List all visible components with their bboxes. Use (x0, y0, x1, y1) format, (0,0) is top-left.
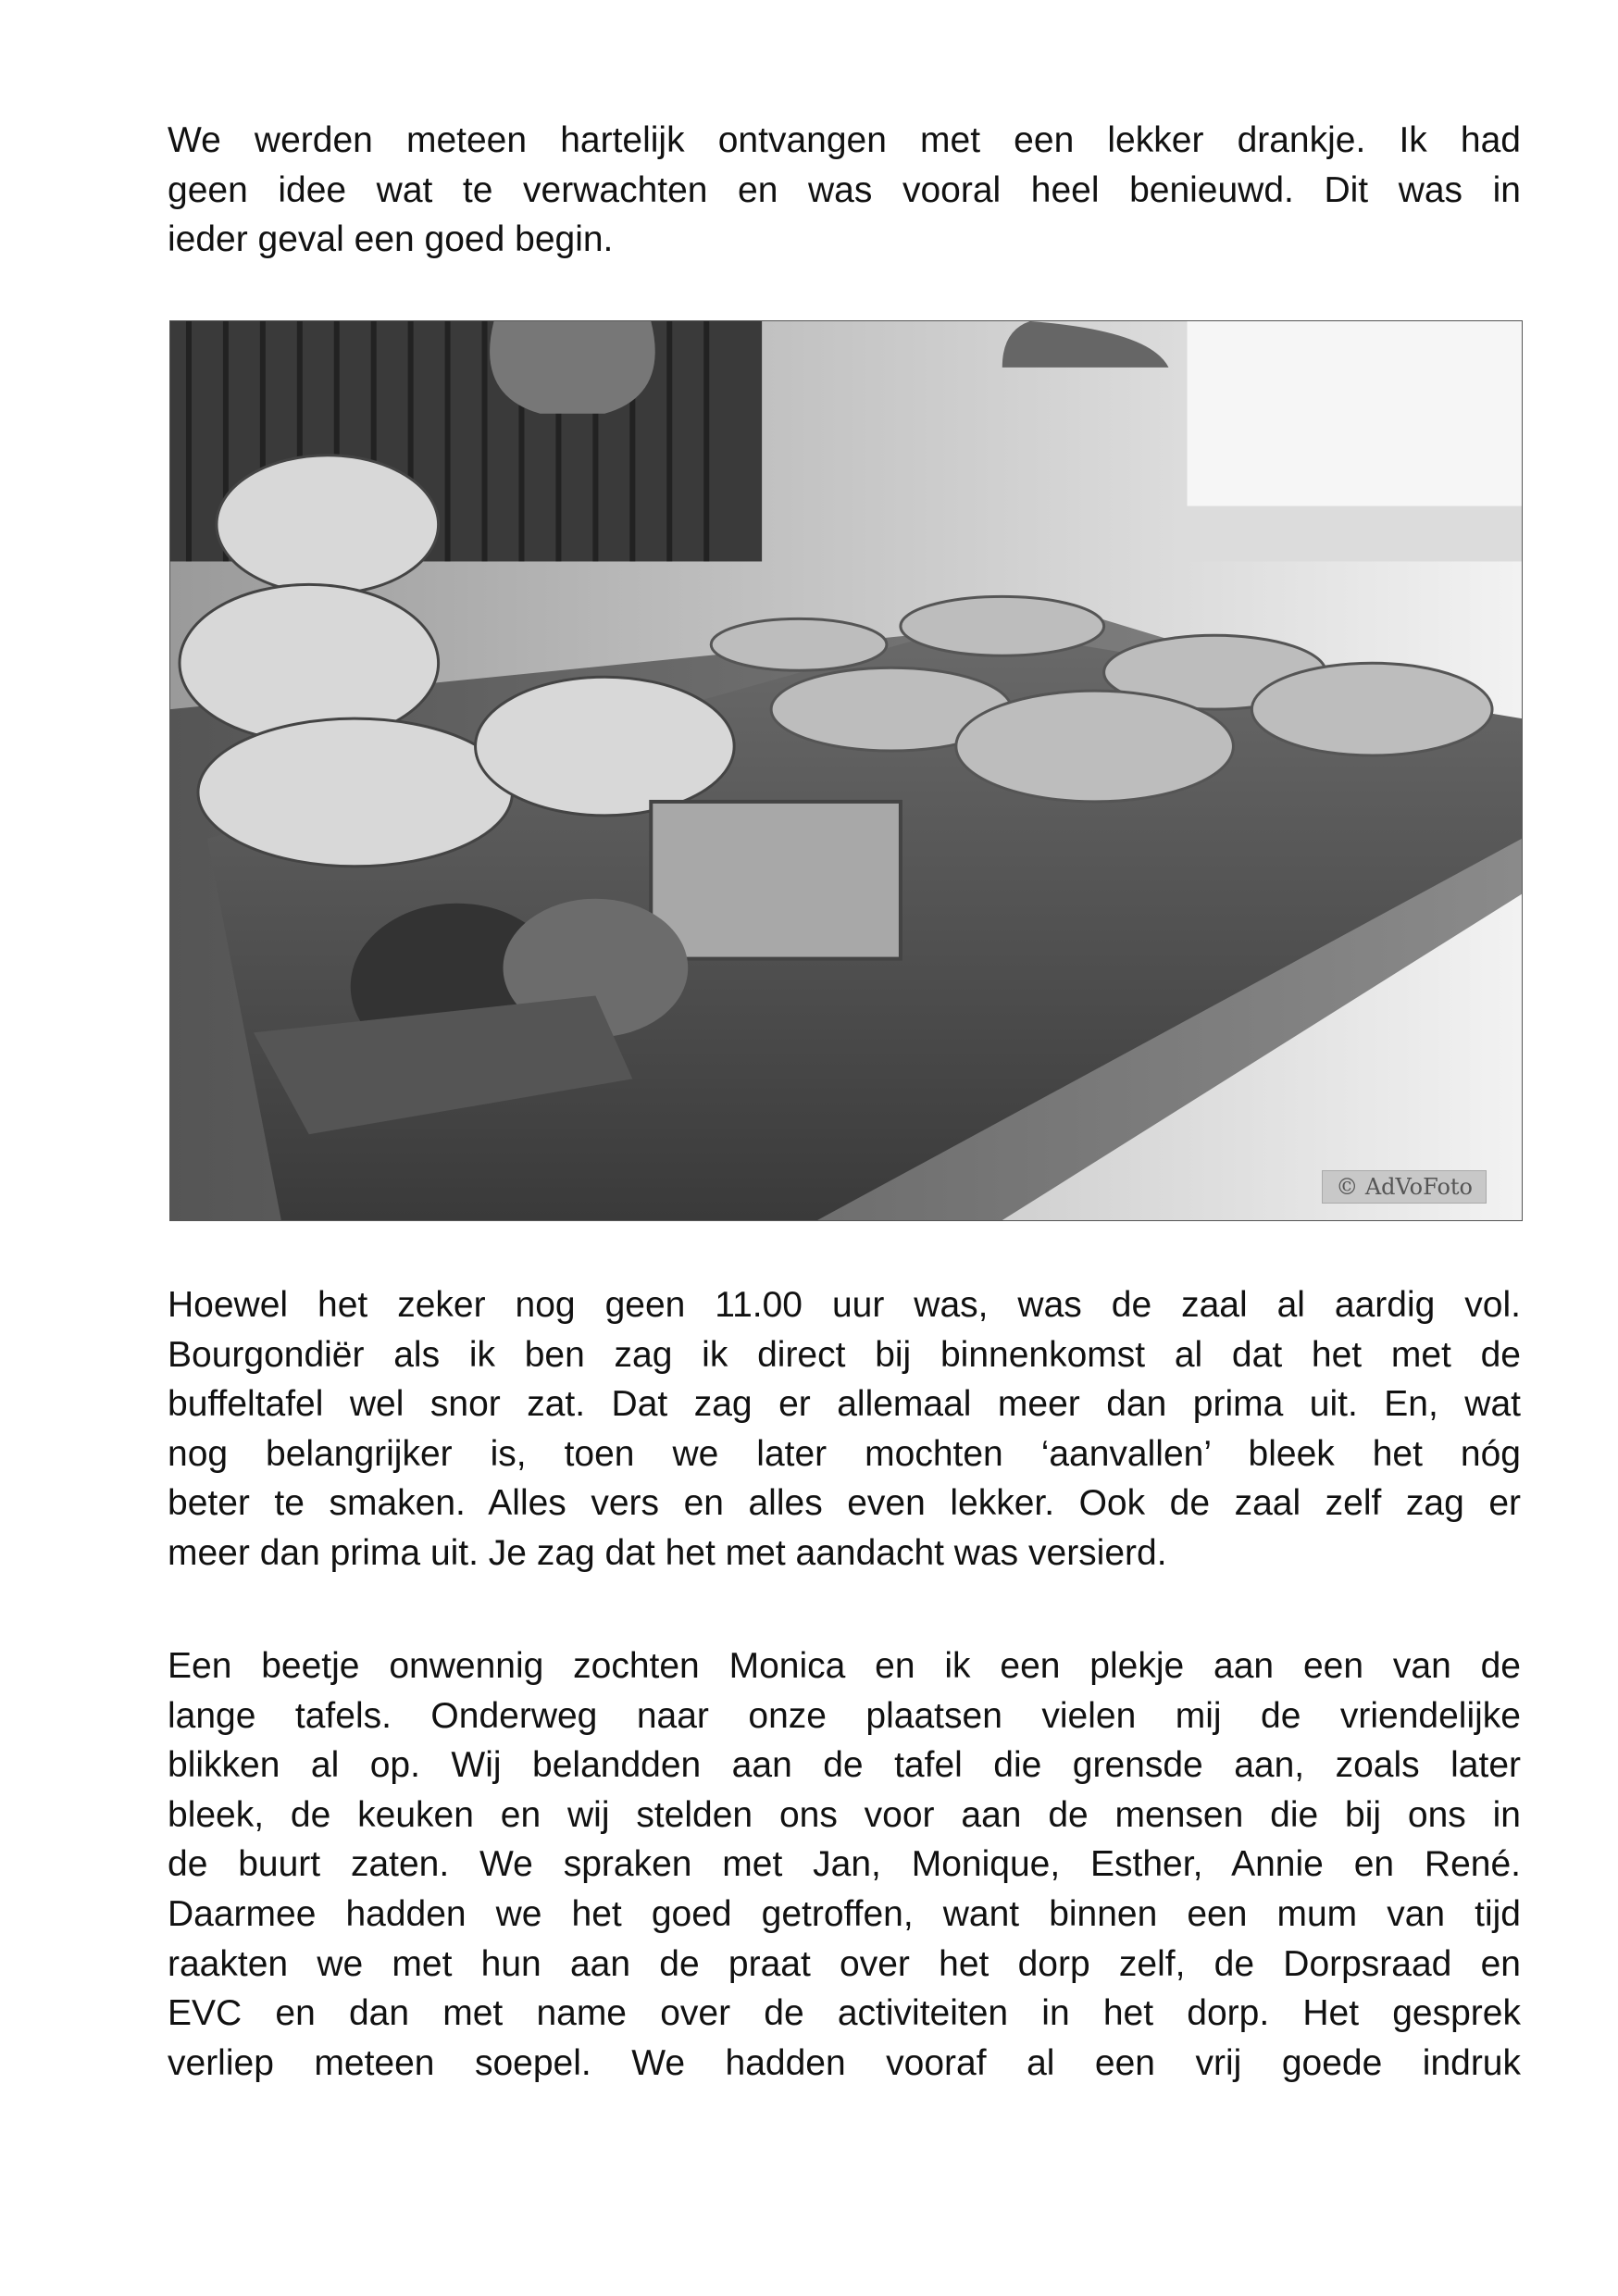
text-line: EVC en dan met name over de activiteiten in het dorp. Het gesprek (168, 1993, 1521, 2034)
text-line: ieder geval een goed begin. (168, 219, 614, 260)
text-line: nog belangrijker is, toen we later mochten ‘aanvallen’ bleek het nóg (168, 1433, 1521, 1474)
text-line: raakten we met hun aan de praat over het dorp zelf, de Dorpsraad en (168, 1943, 1521, 1984)
text-line: Hoewel het zeker nog geen 11.00 uur was, was de zaal al aardig vol. (168, 1285, 1521, 1325)
text-line: Bourgondiër als ik ben zag ik direct bij binnenkomst al dat het met de (168, 1334, 1521, 1375)
text-line: geen idee wat te verwachten en was vooral heel benieuwd. Dit was in (168, 169, 1521, 210)
text-line: lange tafels. Onderweg naar onze plaatsen vielen mij de vriendelijke (168, 1695, 1521, 1736)
text-line: de buurt zaten. We spraken met Jan, Monique, Esther, Annie en René. (168, 1844, 1521, 1885)
text-line: Daarmee hadden we het goed getroffen, want binnen een mum van tijd (168, 1893, 1521, 1934)
buffet-photo (169, 320, 1523, 1221)
text-line: blikken al op. Wij belandden aan de tafel die grensde aan, zoals later (168, 1745, 1521, 1786)
text-line: beter te smaken. Alles vers en alles even lekker. Ook de zaal zelf zag er (168, 1483, 1521, 1524)
text-line: buffeltafel wel snor zat. Dat zag er allemaal meer dan prima uit. En, wat (168, 1384, 1521, 1425)
paragraph-2 (168, 1280, 1521, 1578)
text-line: bleek, de keuken en wij stelden ons voor aan de mensen die bij ons in (168, 1794, 1521, 1835)
paragraph-1 (168, 116, 1521, 265)
buffet-photo-scene (170, 321, 1522, 1220)
paragraph-3 (168, 1641, 1521, 2088)
text-line: Een beetje onwennig zochten Monica en ik een plekje aan een van de (168, 1646, 1521, 1686)
text-line: meer dan prima uit. Je zag dat het met aandacht was versierd. (168, 1532, 1167, 1573)
text-line: We werden meteen hartelijk ontvangen met een lekker drankje. Ik had (168, 120, 1521, 160)
text-line: verliep meteen soepel. We hadden vooraf al een vrij goede indruk (168, 2042, 1521, 2083)
photo-watermark: © AdVoFoto (1322, 1170, 1487, 1204)
